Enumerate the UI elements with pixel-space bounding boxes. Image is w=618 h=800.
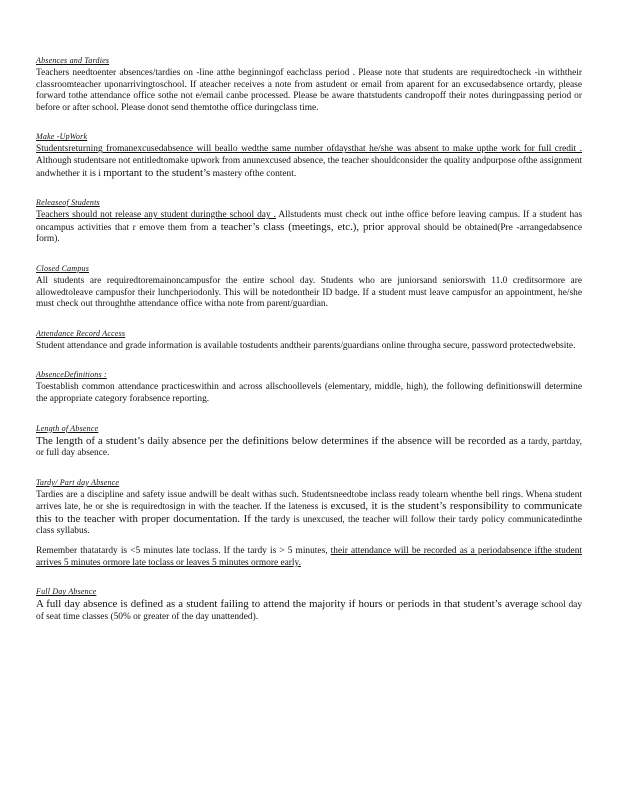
section-tardy-part-day [36, 472, 582, 570]
paragraph-text: Tardies are a discipline and safety issue andwill be dealt withas such. Studentsneedtobe inclass ready tolearn whenthe bell rings. Whena student arrives late, he or she is requiredtosign in with the teacher. If the lateness is [36, 489, 582, 513]
paragraph-text: Although studentsare not entitledtomake upwork from anunexcused absence, the teacher shouldconsider the quality andpurpose ofthe assignment andwhether it is i [36, 155, 582, 179]
paragraph-text-underlined: Teachers should not release any student duringthe school day . [36, 210, 276, 221]
paragraph-text-large: The length of a student’s daily absence per the definitions below determines if the absence will be recorded as a [36, 434, 526, 447]
section-paragraph [36, 210, 582, 246]
paragraph-text-large: mportant to the student’s [103, 166, 211, 179]
section-heading: AbsenceDefinitions : [36, 370, 107, 380]
section-paragraph [36, 490, 582, 538]
paragraph-text: school day of seat time classes (50% or greater of the day unattended). [36, 600, 583, 622]
paragraph-text-large: a teacher’s class (meetings, etc.), prior [211, 220, 384, 233]
paragraph-text-large: excused, it is the student’s responsibility to communicate this to the teacher with proper documentation. If the [36, 500, 582, 525]
section-full-day-absence [36, 581, 582, 623]
section-paragraph [36, 436, 582, 460]
paragraph-text: Allstudents must check out inthe office before leaving campus. If a student has oncampus activities that r emove them from [36, 210, 582, 233]
section-heading: Releaseof Students [36, 198, 100, 208]
paragraph-text: Remember thatatardy is <5 minutes late toclass. If the tardy is > 5 minutes, [36, 546, 331, 557]
section-paragraph [36, 599, 582, 623]
section-heading: Closed Campus [36, 263, 90, 273]
section-paragraph [36, 341, 582, 353]
paragraph-text: All students are requiredtoremainoncampusfor the entire school day. Students who are juniorsand seniorswith 11.0 creditsormore are allowedtoleave campusfor their lunchperiodonly. This will be notedontheir ID badge. If a student must leave campusfor an appointment, he/she must check out throughthe attendance office witha note from parent/guardian. [36, 275, 582, 310]
section-closed-campus [36, 258, 582, 311]
section-heading: Length of Absence [36, 423, 99, 433]
paragraph-text: Teachers needtoenter absences/tardies on -line atthe beginningof eachclass period . Please note that students are requiredtocheck -in withtheir classroomteacher uponarrivingtoschool. If ateacher receives a note from astudent or email from aparent for an excusedabsence ortardy, please forward tothe attendance office sothe not e/email canbe processed. Please be aware thatstudents candropoff their notes duringpassing period or before or after school. Please donot send themtothe office duringclass time. [36, 68, 582, 113]
section-length-of-absence [36, 418, 582, 460]
paragraph-text-underlined: their attendance will be recorded as a periodabsence ifthe student arrives 5 minutes ormore late toclass or leaves 5 minutes ormore early. [36, 546, 582, 568]
paragraph-text: mastery ofthe content. [210, 168, 297, 179]
section-absence-definitions [36, 364, 582, 405]
paragraph-text: tardy, partday, or full day absence. [36, 436, 582, 459]
section-attendance-record-access [36, 323, 582, 353]
paragraph-text: Student attendance and grade information is available tostudents andtheir parents/guardians online througha secure, password protectedwebsite. [36, 340, 576, 351]
paragraph-text-large: A full day absence is defined as a student failing to attend the majority if hours or periods in that student’s average [36, 598, 539, 611]
section-paragraph [36, 276, 582, 311]
section-heading: Tardy/ Part day Absence [36, 477, 120, 487]
paragraph-text: approval should be obtained(Pre -arrangedabsence form). [36, 222, 582, 245]
section-heading: Full Day Absence [36, 587, 97, 597]
paragraph-text: tardy is unexcused, the teacher will follow their tardy policy communicatedinthe class syllabus. [36, 514, 582, 537]
section-paragraph [36, 68, 582, 114]
section-paragraph [36, 382, 582, 405]
paragraph-text: Toestablish common attendance practiceswithin and across allschoollevels (elementary, middle, high), the following definitionswill determine the appropriate category forabsence reporting. [36, 382, 582, 404]
section-make-up-work [36, 126, 582, 180]
section-release-of-students [36, 192, 582, 246]
section-heading: Make -UpWork [36, 132, 88, 142]
document-page [36, 50, 582, 635]
paragraph-text-underlined: Studentsreturning fromanexcusedabsence will beallo wedthe same number ofdaysthat he/she was absent to make upthe work for full credit . [36, 144, 582, 155]
section-paragraph [36, 144, 582, 180]
section-heading: Attendance Record Access [36, 328, 126, 338]
section-heading: Absences and Tardies [36, 56, 110, 65]
section-absences-tardies [36, 50, 582, 114]
section-paragraph-reminder [36, 546, 582, 569]
